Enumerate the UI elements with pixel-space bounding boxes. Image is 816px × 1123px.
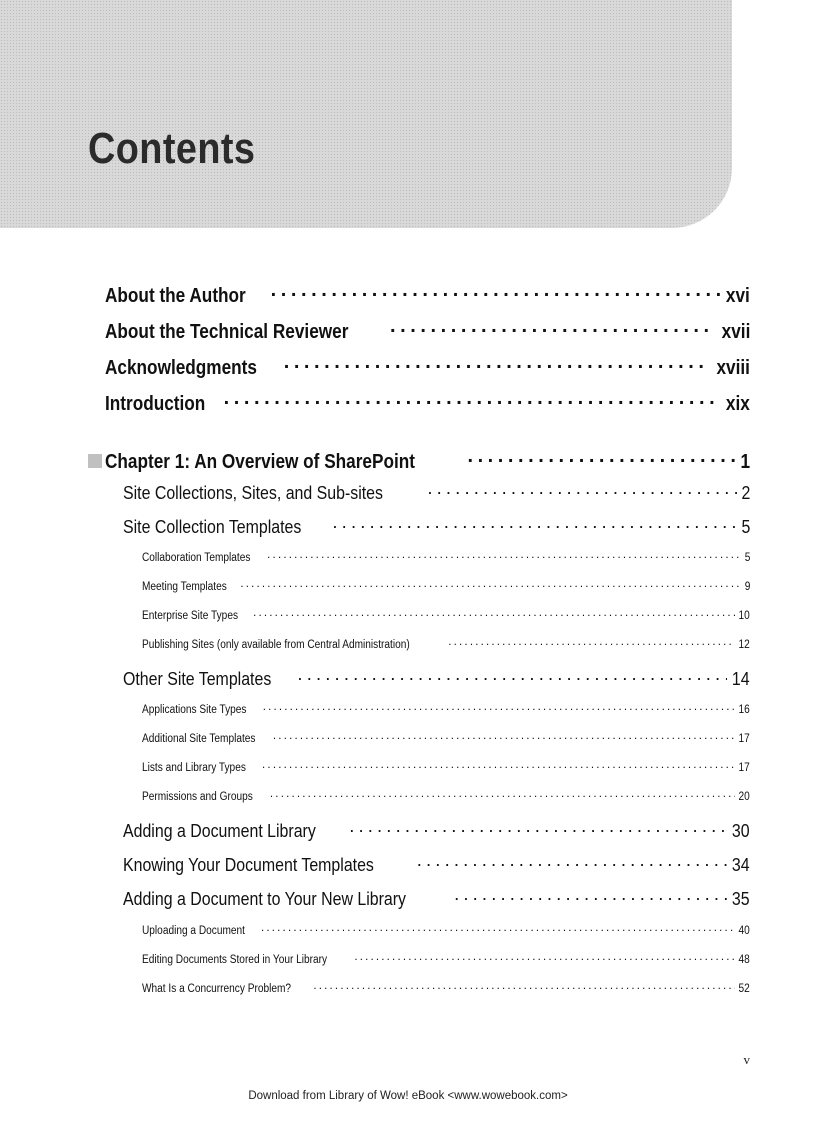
leader-dots: [417, 852, 728, 871]
toc-page: 52: [738, 982, 750, 995]
leader-dots: [454, 886, 727, 905]
toc-page: 30: [732, 819, 750, 841]
leader-dots: [261, 922, 735, 934]
toc-entry-adding-document[interactable]: [123, 886, 750, 910]
leader-dots: [448, 636, 735, 648]
toc-label: Acknowledgments: [105, 357, 257, 379]
leader-dots: [332, 514, 737, 533]
toc-entry-chapter-1[interactable]: [88, 448, 750, 474]
leader-dots: [297, 666, 727, 685]
toc-label: About the Technical Reviewer: [105, 321, 349, 343]
leader-dots: [262, 759, 735, 771]
leader-dots: [270, 788, 735, 800]
leader-dots: [253, 607, 735, 619]
toc-page: 16: [738, 703, 750, 716]
toc-label: Meeting Templates: [142, 580, 227, 593]
toc-label: Chapter 1: An Overview of SharePoint: [105, 451, 415, 473]
toc-label: Introduction: [105, 393, 206, 415]
toc-label: Editing Documents Stored in Your Library: [142, 953, 328, 966]
toc-label: Site Collections, Sites, and Sub-sites: [123, 481, 384, 503]
download-footer: Download from Library of Wow! eBook <www.wowebook.com>: [248, 1090, 568, 1102]
toc-page: xvii: [721, 321, 750, 343]
toc-entry-site-collection-templates[interactable]: [123, 514, 750, 538]
toc-page: 2: [741, 481, 750, 503]
toc-page: 5: [741, 515, 750, 537]
leader-dots: [263, 701, 736, 713]
toc-page: 10: [738, 609, 750, 622]
toc-page: 17: [738, 761, 750, 774]
toc-label: About the Author: [105, 285, 246, 307]
toc-entry-introduction[interactable]: [105, 390, 750, 416]
chapter-marker-icon: [88, 454, 102, 468]
toc-entry-about-author[interactable]: [105, 282, 750, 308]
toc-label: Knowing Your Document Templates: [123, 853, 374, 875]
toc-label: Additional Site Templates: [142, 732, 256, 745]
toc-label: What Is a Concurrency Problem?: [142, 982, 292, 995]
toc-entry-lists-library-types[interactable]: [142, 759, 750, 774]
toc-label: Enterprise Site Types: [142, 609, 239, 622]
toc-entry-other-site-templates[interactable]: [123, 666, 750, 690]
toc-entry-publishing-sites[interactable]: [142, 636, 750, 651]
toc-label: Applications Site Types: [142, 703, 247, 716]
leader-dots: [284, 354, 709, 374]
leader-dots: [467, 448, 736, 468]
toc-page: 1: [740, 451, 750, 473]
toc-page: 48: [738, 953, 750, 966]
toc-label: Adding a Document to Your New Library: [123, 887, 407, 909]
toc-entry-meeting-templates[interactable]: [142, 578, 750, 593]
toc-label: Publishing Sites (only available from Central Administration): [142, 638, 410, 651]
leader-dots: [390, 318, 715, 338]
toc-page: 40: [738, 924, 750, 937]
toc-label: Site Collection Templates: [123, 515, 302, 537]
toc-entry-document-templates[interactable]: [123, 852, 750, 876]
leader-dots: [240, 578, 741, 590]
toc-page: xix: [726, 393, 750, 415]
toc-page: 12: [738, 638, 750, 651]
leader-dots: [271, 282, 721, 302]
toc-entry-acknowledgments[interactable]: [105, 354, 750, 380]
toc-label: Permissions and Groups: [142, 790, 253, 803]
toc-page: 34: [732, 853, 750, 875]
toc-label: Lists and Library Types: [142, 761, 246, 774]
leader-dots: [427, 480, 737, 499]
leader-dots: [224, 390, 721, 410]
toc-entry-applications-site-types[interactable]: [142, 701, 750, 716]
toc-entry-technical-reviewer[interactable]: [105, 318, 750, 344]
leader-dots: [313, 980, 735, 992]
toc-page: 20: [738, 790, 750, 803]
toc-entry-concurrency-problem[interactable]: [142, 980, 750, 995]
toc-label: Other Site Templates: [123, 667, 272, 689]
toc-page: 17: [738, 732, 750, 745]
toc-label: Uploading a Document: [142, 924, 245, 937]
page-number: v: [743, 1052, 750, 1067]
page-title: Contents: [88, 124, 256, 173]
leader-dots: [354, 951, 735, 963]
toc-page: 14: [732, 667, 750, 689]
toc-page: 9: [744, 580, 750, 593]
leader-dots: [273, 730, 735, 742]
toc-entry-editing-documents[interactable]: [142, 951, 750, 966]
header-banner: [0, 0, 732, 228]
toc-entry-adding-document-library[interactable]: [123, 818, 750, 842]
toc-label: Adding a Document Library: [123, 819, 316, 841]
toc-entry-collaboration-templates[interactable]: [142, 549, 750, 564]
toc-entry-uploading-document[interactable]: [142, 922, 750, 937]
toc-page: 5: [744, 551, 750, 564]
toc-page: xvi: [726, 285, 750, 307]
toc-entry-site-collections[interactable]: [123, 480, 750, 504]
toc-label: Collaboration Templates: [142, 551, 251, 564]
toc-page: xviii: [716, 357, 750, 379]
leader-dots: [267, 549, 741, 561]
toc-page: 35: [732, 887, 750, 909]
leader-dots: [349, 818, 727, 837]
toc-entry-enterprise-site-types[interactable]: [142, 607, 750, 622]
toc-entry-permissions-groups[interactable]: [142, 788, 750, 803]
toc-entry-additional-site-templates[interactable]: [142, 730, 750, 745]
